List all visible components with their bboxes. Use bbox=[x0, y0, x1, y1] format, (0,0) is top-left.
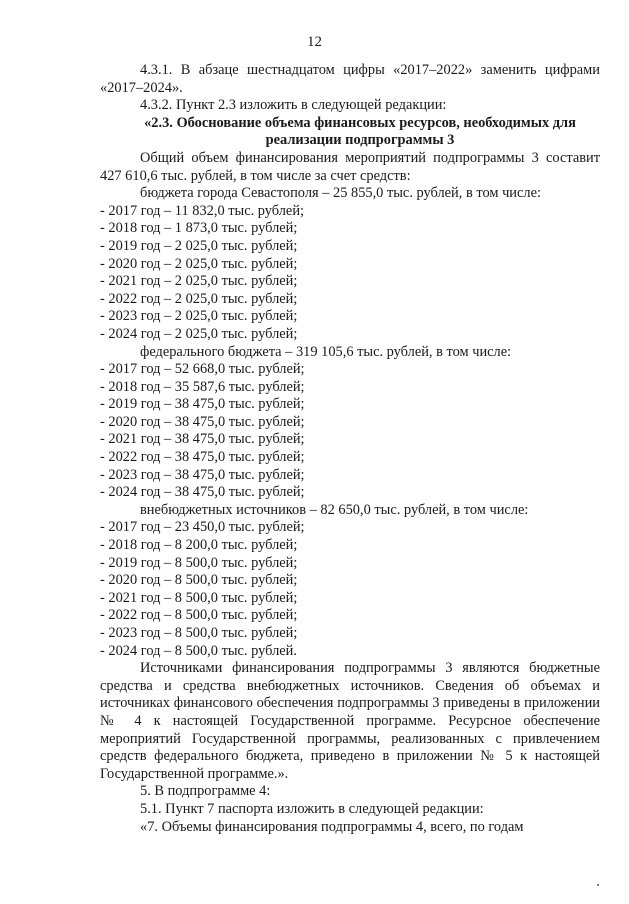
source-intro: федерального бюджета – 319 105,6 тыс. рублей, в том числе: bbox=[140, 343, 512, 360]
year-line: - 2021 год – 2 025,0 тыс. рублей; bbox=[100, 273, 298, 290]
year-line: - 2023 год – 38 475,0 тыс. рублей; bbox=[100, 466, 305, 483]
paragraph-4-3-1: 4.3.1. В абзаце шестнадцатом цифры «2017–2022» заменить цифрами «2017–2024». bbox=[100, 62, 600, 96]
year-line: - 2018 год – 1 873,0 тыс. рублей; bbox=[100, 220, 298, 237]
year-line: - 2019 год – 38 475,0 тыс. рублей; bbox=[100, 396, 305, 413]
year-line: - 2024 год – 2 025,0 тыс. рублей; bbox=[100, 325, 298, 342]
year-line: - 2017 год – 23 450,0 тыс. рублей; bbox=[100, 519, 305, 536]
paragraph-5: 5. В подпрограмме 4: bbox=[140, 783, 271, 800]
source-intro: бюджета города Севастополя – 25 855,0 тыс. рублей, в том числе: bbox=[140, 185, 541, 202]
financing-sources-paragraph: Источниками финансирования подпрограммы 3 являются бюджетные средства и средства внебюджетных источников. Сведения об объемах и источниках финансового обеспечения подпрограммы 3 приведены в приложении № 4 к настоящей Государственной программе. Ресурсное обеспечение мероприятий Государственной программы, реализованных с привлечением средств федерального бюджета, приведено в приложении № 5 к настоящей Государственной программе.». bbox=[100, 660, 600, 782]
year-line: - 2024 год – 38 475,0 тыс. рублей; bbox=[100, 484, 305, 501]
total-funding-paragraph: Общий объем финансирования мероприятий подпрограммы 3 составит 427 610,6 тыс. рублей, в том числе за счет средств: bbox=[100, 149, 600, 184]
document-body bbox=[100, 62, 600, 836]
funding-source-federal-budget bbox=[100, 344, 600, 502]
year-line: - 2021 год – 38 475,0 тыс. рублей; bbox=[100, 431, 305, 448]
year-line: - 2020 год – 38 475,0 тыс. рублей; bbox=[100, 413, 305, 430]
year-line: - 2018 год – 35 587,6 тыс. рублей; bbox=[100, 378, 305, 395]
year-line: - 2019 год – 8 500,0 тыс. рублей; bbox=[100, 554, 298, 571]
funding-source-city-budget bbox=[100, 185, 600, 343]
paragraph-7-start: «7. Объемы финансирования подпрограммы 4, всего, по годам bbox=[140, 818, 524, 835]
year-line: - 2022 год – 8 500,0 тыс. рублей; bbox=[100, 607, 298, 624]
year-line: - 2023 год – 8 500,0 тыс. рублей; bbox=[100, 625, 298, 641]
page-number: 12 bbox=[307, 34, 322, 50]
year-line: - 2017 год – 11 832,0 тыс. рублей; bbox=[100, 202, 305, 219]
year-line: - 2023 год – 2 025,0 тыс. рублей; bbox=[100, 308, 298, 325]
paragraph-5-1: 5.1. Пункт 7 паспорта изложить в следующей редакции: bbox=[140, 800, 484, 817]
year-line: - 2019 год – 2 025,0 тыс. рублей; bbox=[100, 237, 298, 254]
year-line: - 2017 год – 52 668,0 тыс. рублей; bbox=[100, 361, 305, 378]
section-heading: «2.3. Обоснование объема финансовых ресурсов, необходимых для реализации подпрограммы 3 bbox=[144, 114, 576, 149]
year-line: - 2021 год – 8 500,0 тыс. рублей; bbox=[100, 589, 298, 606]
year-line: - 2024 год – 8 500,0 тыс. рублей. bbox=[100, 642, 297, 659]
year-line: - 2022 год – 2 025,0 тыс. рублей; bbox=[100, 290, 298, 307]
year-line: - 2022 год – 38 475,0 тыс. рублей; bbox=[100, 449, 305, 466]
year-line: - 2020 год – 2 025,0 тыс. рублей; bbox=[100, 255, 298, 272]
scan-speck bbox=[597, 884, 599, 886]
year-line: - 2018 год – 8 200,0 тыс. рублей; bbox=[100, 537, 298, 554]
year-line: - 2020 год – 8 500,0 тыс. рублей; bbox=[100, 572, 298, 589]
funding-source-extrabudgetary bbox=[100, 502, 600, 660]
paragraph-4-3-2: 4.3.2. Пункт 2.3 изложить в следующей редакции: bbox=[140, 97, 447, 114]
source-intro: внебюджетных источников – 82 650,0 тыс. рублей, в том числе: bbox=[140, 501, 529, 518]
